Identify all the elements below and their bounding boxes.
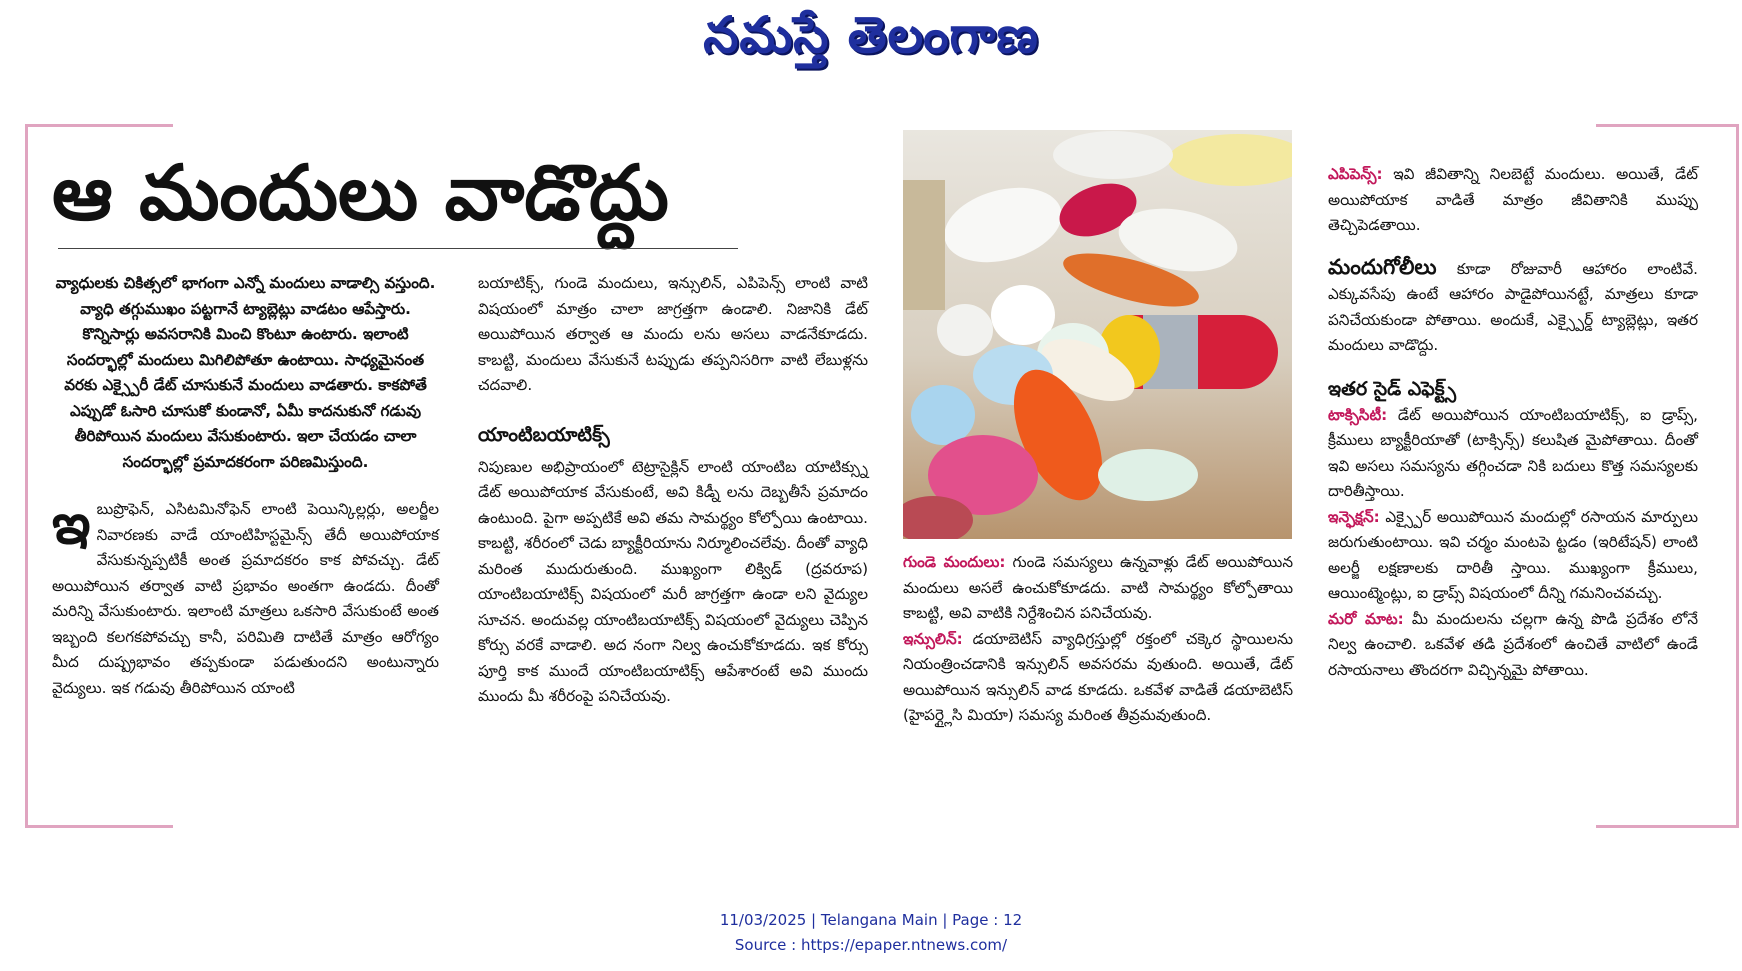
- epipen-paragraph: [1328, 162, 1698, 239]
- subhead-side-effects: ఇతర సైడ్ ఎఫెక్ట్స్: [1328, 377, 1456, 400]
- column-2: [478, 271, 868, 710]
- insulin-paragraph: [903, 627, 1293, 729]
- body-paragraph-1: బుప్రొఫెన్, ఎసిటమినోఫెన్ లాంటి పెయిన్కిల్లర్లు, అలర్జీల నివారణకు వాడే యాంటిహిస్టమైన్స్ తేదీ అయిపోయాక వేసుకున్నప్పటికీ అంత ప్రమాదకరం కాక పోవచ్చు. డేట్ అయిపోయిన తర్వాత వాటి ప్రభావం అంతగా ఉండదు. దీంతో మరిన్ని వేసుకుంటారు. ఇలాంటి మాత్రలు ఒకసారి వేసుకుంటే అంత ఇబ్బంది కలగకపోవచ్చు కానీ, పరిమితి దాటితే మాత్రం ఆరోగ్యం మీద దుష్ప్రభావం తప్పకుండా పడుతుందని అంటున్నారు వైద్యులు. ఇక గడువు తీరిపోయిన యాంటి: [52, 500, 439, 697]
- heart-meds-text: గుండె సమస్యలు ఉన్నవాళ్లు డేట్ అయిపోయిన మందులు అసలే ఉంచుకోకూడదు. వాటి సామర్థ్యం కోల్పోతాయి కాబట్టి, అవి వాటికి నిర్దేశించిన పనిచేయవు.: [903, 553, 1293, 622]
- drop-cap: ఇ: [52, 492, 91, 557]
- column-1: [52, 271, 439, 701]
- toxicity-label: టాక్సిసిటీ:: [1328, 405, 1388, 424]
- pills-paragraph: [1328, 255, 1698, 359]
- subhead-antibiotics: యాంటిబయాటిక్స్: [478, 423, 610, 446]
- infection-paragraph: [1328, 505, 1698, 607]
- body-paragraph-2: బయాటిక్స్, గుండె మందులు, ఇన్సులిన్, ఎపిపెన్స్ లాంటి వాటి విషయంలో మాత్రం చాలా జాగ్రత్తగా ఉండాలి. నిజానికి డేట్ అయిపోయిన తర్వాత ఆ మందు లను అసలు వాడనేకూడదు. కాబట్టి, మందులు వేసుకునే టప్పుడు తప్పనిసరిగా వాటి లేబుళ్లను చదవాలి.: [478, 274, 868, 394]
- epipen-text: ఇవి జీవితాన్ని నిలబెట్టే మందులు. అయితే, డేట్ అయిపోయాక వాడితే మాత్రం జీవితానికి ముప్పు తెచ్చిపెడతాయి.: [1328, 165, 1698, 234]
- infection-text: ఎక్స్పైర్ అయిపోయిన మందుల్లో రసాయన మార్పులు జరుగుతుంటాయి. ఇవి చర్మం మంటపె ట్టడం (ఇరిటేషన్) లాంటి అలర్జీ లక్షణాలకు దారితీ స్తాయి. ముఖ్యంగా క్రీములు, ఆయింట్మెంట్లు, ఐ డ్రాప్స్ విషయంలో దీన్ని గమనించవచ్చు.: [1328, 507, 1698, 602]
- headline-rule: [58, 248, 738, 249]
- infection-label: ఇన్ఫెక్షన్:: [1328, 507, 1380, 526]
- heart-meds-label: గుండె మందులు:: [903, 553, 1006, 571]
- epipen-label: ఎపిపెన్స్:: [1328, 165, 1383, 183]
- pills-photo: [903, 130, 1292, 539]
- intro-paragraph: వ్యాధులకు చికిత్సలో భాగంగా ఎన్నో మందులు వాడాల్సి వస్తుంది. వ్యాధి తగ్గుముఖం పట్టగానే ట్యాబ్లెట్లు వాడటం ఆపేస్తారు. కొన్నిసార్లు అవసరానికి మించి కొంటూ ఉంటారు. ఇలాంటి సందర్భాల్లో మందులు మిగిలిపోతూ ఉంటాయి. సాధ్యమైనంత వరకు ఎక్స్పైరీ డేట్ చూసుకునే మందులు వాడతారు. కాకపోతే ఎప్పుడో ఓసారి చూసుకో కుండానో, ఏమీ కాదనుకునో గడువు తీరిపోయిన మందులు వేసుకుంటారు. ఇలా చేయడం చాలా సందర్భాల్లో ప్రమాదకరంగా పరిణమిస్తుంది.: [55, 274, 436, 471]
- note-label: మరో మాట:: [1328, 609, 1404, 628]
- pills-label: మందుగోలీలు: [1328, 254, 1437, 279]
- pills-text: కూడా రోజువారీ ఆహారం లాంటివే. ఎక్కువసేపు ఉంటే ఆహారం పాడైపోయినట్టే, మాత్రలు కూడా పనిచేయకుండా పోతాయి. అందుకే, ఎక్స్పైర్డ్ ట్యాబ్లెట్లు, ఇతర మందులు వాడొద్దు.: [1328, 259, 1698, 354]
- toxicity-text: డేట్ అయిపోయిన యాంటిబయాటిక్స్, ఐ డ్రాప్స్, క్రీములు బ్యాక్టీరియాతో (టాక్సిన్స్) కలుషిత మైపోతాయి. దీంతో ఇవి అసలు సమస్యను తగ్గించడా నికి బదులు కొత్త సమస్యలకు దారితీస్తాయి.: [1328, 405, 1698, 500]
- footer: [0, 908, 1742, 958]
- antibiotics-paragraph: నిపుణుల అభిప్రాయంలో టెట్రాసైక్లిన్ లాంటి యాంటిబ యాటిక్స్ను డేట్ అయిపోయాక వేసుకుంటే, అవి కిడ్నీ లను దెబ్బతీసే ప్రమాదం ఉంటుంది. పైగా అప్పటికే అవి తమ సామర్థ్యం కోల్పోయి ఉంటాయి. కాబట్టి, శరీరంలో చెడు బ్యాక్టీరియాను నిర్మూలించలేవు. దీంతో వ్యాధి మరింత ముదురుతుంది. ముఖ్యంగా లిక్విడ్ (ద్రవరూప) యాంటిబయాటిక్స్ విషయంలో మరీ జాగ్రత్తగా ఉండా లని వైద్యుల సూచన. అందువల్ల యాంటిబయాటిక్స్ విషయంలో వైద్యులు చెప్పిన కోర్సు వరకే వాడాలి. అద నంగా నిల్వ ఉంచుకోకూడదు. ఇక కోర్సు పూర్తి కాక ముందే యాంటిబయాటిక్స్ ఆపేశారంటే అవి ముందు ముందు మీ శరీరంపై పనిచేయవు.: [478, 457, 868, 705]
- article-headline: ఆ మందులు వాడొద్దు: [52, 148, 669, 237]
- pills-illustration: [903, 130, 1292, 539]
- toxicity-paragraph: [1328, 403, 1698, 505]
- insulin-label: ఇన్సులిన్:: [903, 629, 963, 648]
- newspaper-masthead: నమస్తే తెలంగాణ: [703, 6, 1039, 64]
- footer-source-line: Source : https://epaper.ntnews.com/: [734, 936, 1008, 954]
- insulin-text: డయాబెటిస్ వ్యాధిగ్రస్తుల్లో రక్తంలో చక్కెర స్థాయిలను నియంత్రించడానికి ఇన్సులిన్ అవసరమ వుతుంది. అయితే, డేట్ అయిపోయిన ఇన్సులిన్ వాడ కూడదు. ఒకవేళ వాడితే డయాబెటిస్ (హైపర్గ్లైసి మియా) సమస్య మరింత తీవ్రమవుతుంది.: [903, 629, 1293, 724]
- column-3: [903, 550, 1293, 729]
- note-text: మీ మందులను చల్లగా ఉన్న పొడి ప్రదేశం లోనే నిల్వ ఉంచాలి. ఒకవేళ తడి ప్రదేశంలో ఉంచితే వాటిలో ఉండే రసాయనాలు తొందరగా విచ్చిన్నమై పోతాయి.: [1328, 609, 1698, 679]
- footer-date-line: 11/03/2025 | Telangana Main | Page : 12: [719, 911, 1023, 929]
- column-4: [1328, 162, 1698, 683]
- note-paragraph: [1328, 607, 1698, 684]
- heart-meds-paragraph: [903, 550, 1293, 627]
